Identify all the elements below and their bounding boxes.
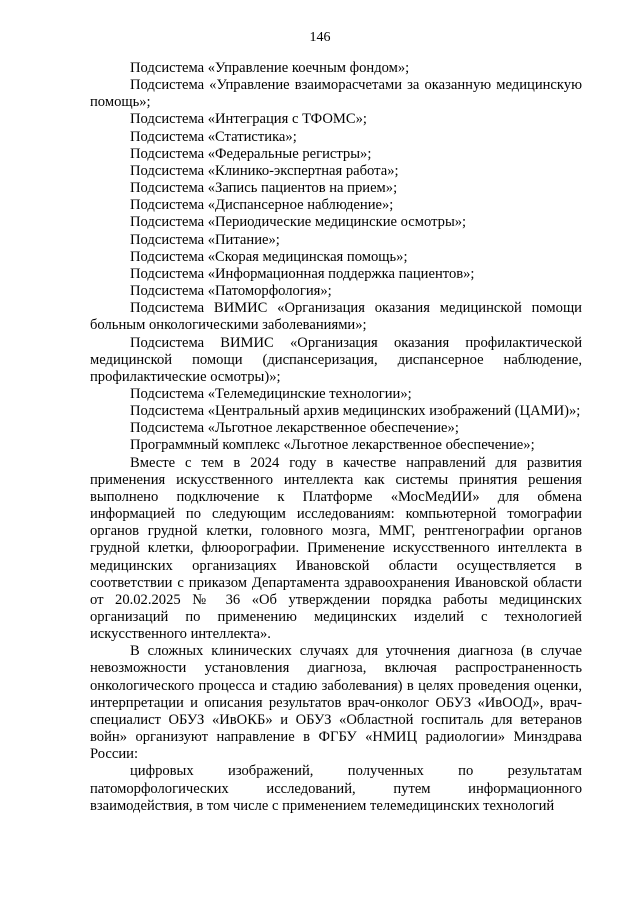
paragraph: Подсистема «Питание»; [130,231,280,248]
paragraph: Подсистема ВИМИС «Организация оказания профилактической медицинской помощи (диспансеризация, диспансерное наблюдение, профилактические осмотры)»; [90,334,582,385]
paragraph: Подсистема «Интеграция с ТФОМС»; [130,111,367,128]
paragraph: цифровых изображений, полученных по результатам патоморфологических исследований, путем информационного взаимодействия, в том числе с применением телемедицинских технологий [90,763,582,814]
paragraph: Подсистема «Информационная поддержка пациентов»; [130,265,475,282]
paragraph: Подсистема «Центральный архив медицинских изображений (ЦАМИ)»; [130,403,581,420]
paragraph: Подсистема «Телемедицинские технологии»; [130,385,412,402]
document-body [90,60,582,815]
paragraph: Подсистема «Льготное лекарственное обеспечение»; [130,420,459,437]
paragraph: Подсистема «Скорая медицинская помощь»; [130,248,408,265]
paragraph: Подсистема «Патоморфология»; [130,283,332,300]
paragraph: Подсистема «Управление коечным фондом»; [130,60,410,76]
paragraph: Программный комплекс «Льготное лекарственное обеспечение»; [130,437,535,454]
paragraph: В сложных клинических случаях для уточнения диагноза (в случае невозможности установления диагноза, включая распространенность онкологического процесса и стадию заболевания) в целях проведения оценки, интерпретации и описания результатов врач-онколог ОБУЗ «ИвООД», врач-специалист ОБУЗ «ИвОКБ» и ОБУЗ «Областной госпиталь для ветеранов войн» организуют направление в ФГБУ «НМИЦ радиологии» Минздрава России: [90,643,582,763]
paragraph: Подсистема «Статистика»; [130,128,297,145]
paragraph: Подсистема «Управление взаиморасчетами за оказанную медицинскую помощь»; [90,77,582,111]
paragraph: Подсистема «Периодические медицинские осмотры»; [130,214,467,231]
paragraph: Подсистема «Диспансерное наблюдение»; [130,197,394,214]
page-number: 146 [309,30,331,45]
paragraph: Подсистема ВИМИС «Организация оказания медицинской помощи больным онкологическими заболеваниями»; [90,300,582,334]
paragraph: Подсистема «Федеральные регистры»; [130,145,372,162]
paragraph: Подсистема «Запись пациентов на прием»; [130,180,398,197]
paragraph: Подсистема «Клинико-экспертная работа»; [130,162,399,179]
paragraph: Вместе с тем в 2024 году в качестве направлений для развития применения искусственного интеллекта как системы принятия решения выполнено подключение к Платформе «МосМедИИ» для обмена информацией по следующим исследованиям: компьютерной томографии органов грудной клетки, головного мозга, ММГ, рентгенографии органов грудной клетки, флюорографии. Применение искусственного интеллекта в медицинских организациях Ивановской области осуществляется в соответствии с приказом Департамента здравоохранения Ивановской области от 20.02.2025 № 36 «Об утверждении порядка работы медицинских организаций по применению медицинских изделий с технологией искусственного интеллекта». [90,454,582,643]
